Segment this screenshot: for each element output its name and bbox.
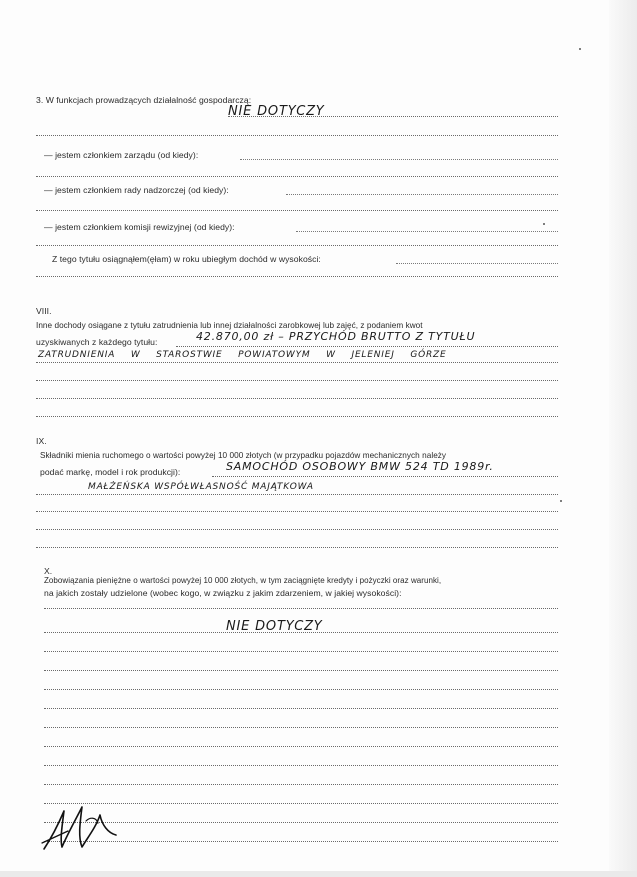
section8-answer-line1: 42.870,00 zł – PRZYCHÓD BRUTTO Z TYTUŁU [196,330,476,343]
section8-text-line2: uzyskiwanych z każdego tytułu: [36,337,158,347]
answer-line [36,276,558,277]
answer-line [228,116,558,117]
section9-answer-line1: SAMOCHÓD OSOBOWY BMW 524 TD 1989r. [226,460,494,473]
answer-line [36,245,558,246]
zarzad-label: — jestem członkiem zarządu (od kiedy): [44,150,199,160]
section8-answer-line2: ZATRUDNIENIA W STAROSTWIE POWIATOWYM W JELENIEJ GÓRZE [38,350,447,360]
answer-line [36,380,558,381]
dotted-fill [296,231,558,232]
answer-line [36,362,558,363]
answer-line [44,651,558,652]
section9-text-line2: podać markę, model i rok produkcji): [40,467,181,477]
answer-line [176,346,558,347]
dotted-fill [286,194,558,195]
section8-text-line1: Inne dochody osiągane z tytułu zatrudnienia lub innej działalności zarobkowej lub zajęć, z podaniem kwot [36,321,423,330]
answer-line [44,632,558,633]
page-bottom-edge [0,871,637,877]
komisja-label: — jestem członkiem komisji rewizyjnej (od kiedy): [44,222,235,232]
section8-number: VIII. [36,306,52,316]
section10-answer: NIE DOTYCZY [226,619,323,634]
section9-text-line1: Składniki mienia ruchomego o wartości powyżej 10 000 złotych (w przypadku pojazdów mechanicznych należy [40,451,447,460]
answer-line [36,416,558,417]
handwritten-signature [38,797,128,857]
answer-line [36,210,558,211]
answer-line [44,708,558,709]
page-edge-shadow [609,0,637,877]
answer-line [36,547,558,548]
section10-text-line2: na jakich zostały udzielone (wobec kogo, w związku z jakim zdarzeniem, w jakiej wysokości): [44,588,402,598]
answer-line [36,135,558,136]
section10-text-line1: Zobowiązania pieniężne o wartości powyżej 10 000 złotych, w tym zaciągnięte kredyty i pożyczki oraz warunki, [44,576,442,585]
answer-line [44,784,558,785]
answer-line [44,746,558,747]
scan-speck [543,223,545,225]
answer-line [44,670,558,671]
scan-speck [560,500,562,502]
section10-number: X. [44,566,53,576]
answer-line [44,765,558,766]
section3-heading: 3. W funkcjach prowadzących działalność gospodarczą: [36,95,252,105]
section9-answer-line2: MAŁŻEŃSKA WSPÓŁWŁASNOŚĆ MAJĄTKOWA [88,482,314,492]
section9-number: IX. [36,436,47,446]
answer-line [36,529,558,530]
scan-speck [579,48,581,50]
answer-line [36,494,558,495]
rada-label: — jestem członkiem rady nadzorczej (od kiedy): [44,185,229,195]
answer-line [36,511,558,512]
section3-answer: NIE DOTYCZY [228,104,325,119]
dotted-fill [396,263,558,264]
answer-line [36,398,558,399]
answer-line [36,176,558,177]
answer-line [44,608,558,609]
answer-line [44,689,558,690]
answer-line [44,727,558,728]
dochod-label: Z tego tytułu osiągnąłem(ęłam) w roku ubiegłym dochód w wysokości: [52,254,321,264]
answer-line [212,476,558,477]
dotted-fill [240,159,558,160]
